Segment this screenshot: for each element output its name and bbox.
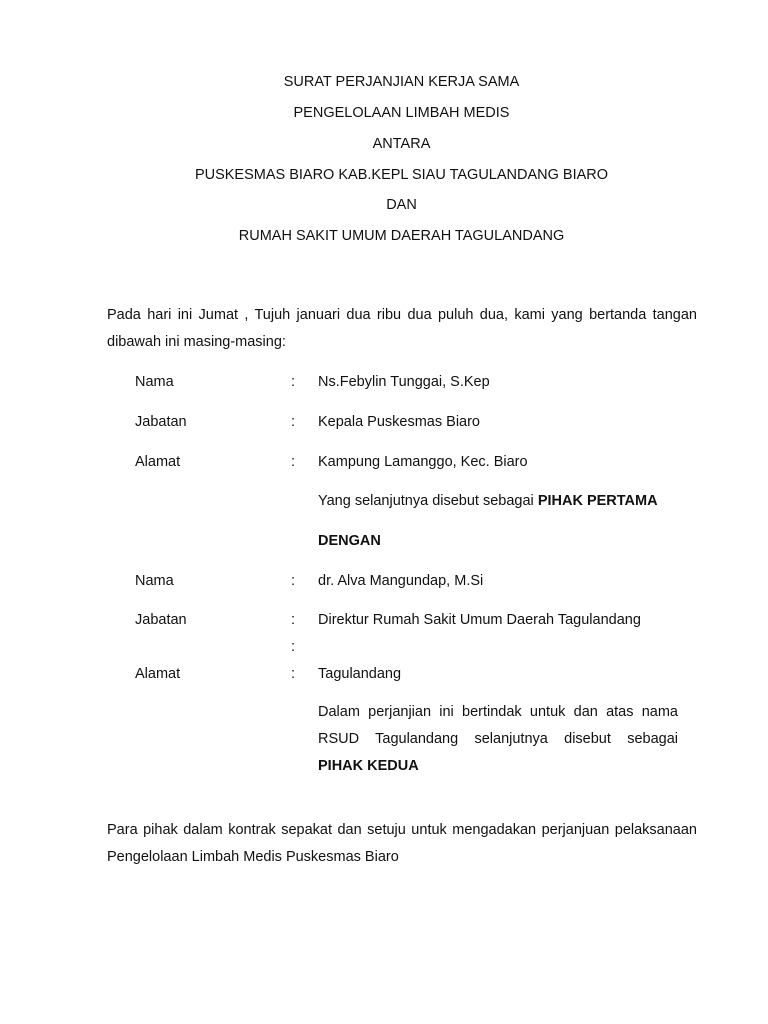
party2-nama-value: dr. Alva Mangundap, M.Si xyxy=(318,573,484,589)
party1-designation-text: Yang selanjutnya disebut sebagai xyxy=(318,493,538,509)
party2-designation xyxy=(318,699,678,780)
separator-dengan-text: DENGAN xyxy=(318,533,381,549)
party1-nama-colon: : xyxy=(291,374,296,390)
party2-alamat-label: Alamat xyxy=(135,666,181,682)
title-line-5: DAN xyxy=(386,197,417,213)
separator-dengan xyxy=(318,532,381,550)
party2-designation-bold: PIHAK KEDUA xyxy=(318,758,419,774)
party2-alamat-value: Tagulandang xyxy=(318,666,402,682)
party2-jabatan-value: Direktur Rumah Sakit Umum Daerah Tagulandang xyxy=(318,612,641,628)
party2-extra-colon: : xyxy=(291,639,296,655)
party1-alamat-value: Kampung Lamanggo, Kec. Biaro xyxy=(318,454,528,470)
intro-paragraph: Pada hari ini Jumat , Tujuh januari dua ribu dua puluh dua, kami yang bertanda tangan dibawah ini masing-masing: xyxy=(107,307,697,350)
party1-nama-label: Nama xyxy=(135,374,174,390)
closing-paragraph: Para pihak dalam kontrak sepakat dan setuju untuk mengadakan perjanjuan pelaksanaan Pengelolaan Limbah Medis Puskesmas Biaro xyxy=(107,822,697,865)
title-line-3: ANTARA xyxy=(372,136,431,152)
party2-jabatan-label: Jabatan xyxy=(135,612,187,628)
party1-designation xyxy=(318,492,658,510)
title-line-2: PENGELOLAAN LIMBAH MEDIS xyxy=(293,105,510,121)
party2-nama-label: Nama xyxy=(135,573,174,589)
party1-nama-value: Ns.Febylin Tunggai, S.Kep xyxy=(318,374,490,390)
title-line-4: PUSKESMAS BIARO KAB.KEPL SIAU TAGULANDANG BIARO xyxy=(194,167,609,183)
party1-jabatan-colon: : xyxy=(291,414,296,430)
party2-alamat-colon: : xyxy=(291,666,296,682)
party2-nama-colon: : xyxy=(291,573,296,589)
party1-jabatan-value: Kepala Puskesmas Biaro xyxy=(318,414,480,430)
party1-alamat-label: Alamat xyxy=(135,454,181,470)
party2-designation-text: Dalam perjanjian ini bertindak untuk dan atas nama RSUD Tagulandang selanjutnya disebut sebagai xyxy=(318,704,678,747)
party1-jabatan-label: Jabatan xyxy=(135,414,187,430)
party2-jabatan-colon: : xyxy=(291,612,296,628)
title-line-6: RUMAH SAKIT UMUM DAERAH TAGULANDANG xyxy=(238,228,565,244)
party1-designation-bold: PIHAK PERTAMA xyxy=(537,493,658,509)
party1-alamat-colon: : xyxy=(291,454,296,470)
title-line-1: SURAT PERJANJIAN KERJA SAMA xyxy=(283,74,520,90)
